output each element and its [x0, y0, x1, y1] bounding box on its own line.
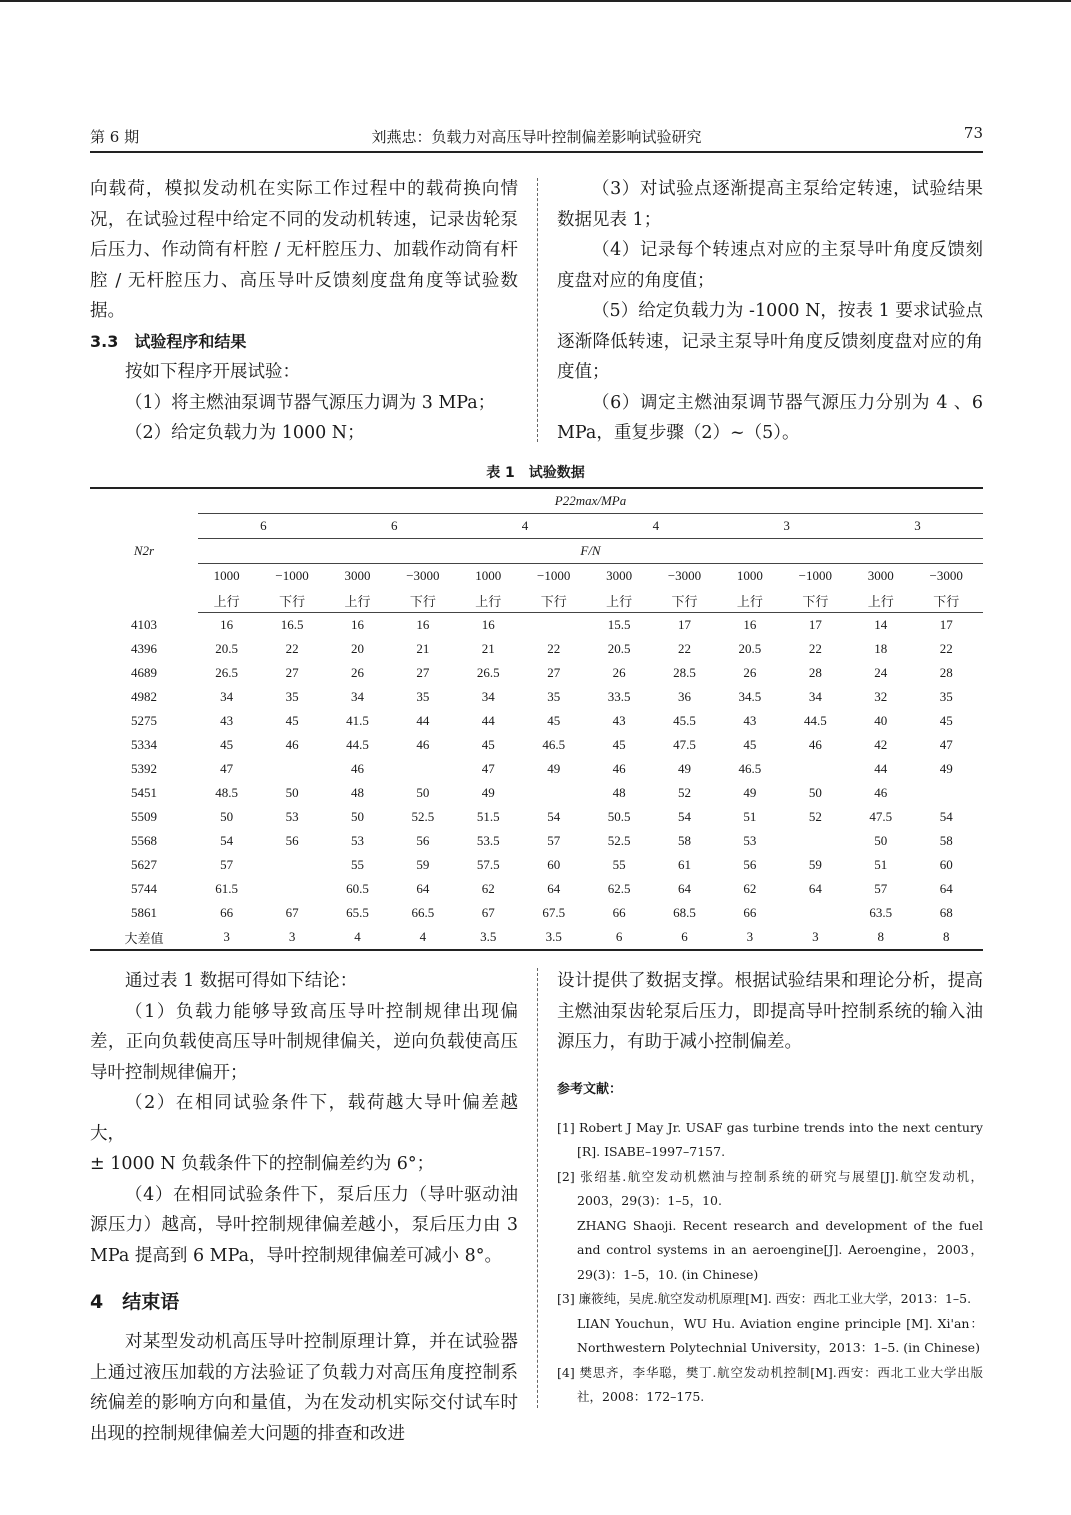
speed-cell: 5275 — [131, 713, 157, 728]
angle-cell: 53 — [743, 833, 757, 848]
angle-cell: 34 — [350, 689, 364, 704]
direction-cell: 下行 — [386, 588, 459, 613]
table-row — [90, 925, 983, 950]
speed-cell: 5451 — [131, 785, 157, 800]
angle-cell: 20 — [350, 641, 364, 656]
column-divider — [537, 968, 538, 1408]
procedure-step: （5）给定负载力为 -1000 N，按表 1 要求试验点逐渐降低转速，记录主泵导叶角度反馈刻度盘对应的角度值； — [557, 301, 983, 382]
angle-cell: 60.5 — [346, 881, 369, 896]
conclusion-item: （2）在相同试验条件下，载荷越大导叶偏差越大， — [90, 1093, 518, 1144]
angle-cell: 16 — [743, 617, 757, 632]
angle-cell: 21 — [481, 641, 495, 656]
angle-cell: 41.5 — [346, 713, 369, 728]
paragraph: 通过表 1 数据可得如下结论： — [125, 971, 358, 991]
angle-cell — [779, 829, 852, 853]
pressure-header — [198, 488, 983, 514]
procedure-step: （2）给定负载力为 1000 N； — [125, 423, 365, 443]
angle-cell: 48.5 — [215, 785, 239, 800]
section-heading-3-3: 3.3 试验程序和结果 — [90, 331, 247, 351]
direction-cell: 上行 — [590, 588, 647, 613]
right-column-bottom — [557, 966, 983, 1410]
pressure-cell: 6 — [198, 514, 329, 539]
angle-cell: 58 — [939, 833, 953, 848]
angle-cell: 45 — [481, 737, 495, 752]
angle-cell: 3.5 — [517, 925, 590, 950]
angle-cell: 15.5 — [607, 617, 631, 632]
speed-cell: 5509 — [131, 809, 157, 824]
references-heading: 参考文献： — [557, 1081, 623, 1097]
top-border-rule — [0, 0, 1071, 2]
reference-item: [2] 张绍基.航空发动机燃油与控制系统的研究与展望[J].航空发动机，2003，29(3)：1–5，10. — [557, 1168, 983, 1208]
angle-cell: 47 — [939, 737, 953, 752]
table-caption: 表 1 试验数据 — [486, 465, 585, 481]
angle-cell: 45 — [612, 737, 626, 752]
angle-cell: 48 — [350, 785, 364, 800]
angle-cell: 54 — [547, 809, 561, 824]
angle-cell: 57.5 — [476, 857, 500, 872]
angle-cell: 67.5 — [542, 905, 566, 920]
left-column-top — [90, 174, 518, 449]
procedure-step: （3）对试验点逐渐提高主泵给定转速，试验结果数据见表 1； — [557, 179, 983, 230]
paragraph: 向载荷，模拟发动机在实际工作过程中的载荷换向情况，在试验过程中给定不同的发动机转速，记录齿轮泵后压力、作动筒有杆腔 / 无杆腔压力、加载作动筒有杆腔 / 无杆腔压力、高压导叶反馈刻度盘角度等试验数据。 — [90, 179, 518, 321]
speed-cell: 5568 — [131, 833, 157, 848]
speed-cell: 4982 — [131, 689, 157, 704]
table-row — [90, 613, 983, 638]
angle-cell: 51.5 — [476, 809, 500, 824]
angle-cell: 50 — [220, 809, 234, 824]
angle-cell: 50.5 — [607, 809, 631, 824]
angle-cell: 6 — [590, 925, 647, 950]
load-cell: −1000 — [537, 568, 571, 583]
conclusion-item: （4）在相同试验条件下，泵后压力（导叶驱动油源压力）越高，导叶控制规律偏差越小，泵后压力由 3 MPa 提高到 6 MPa，导叶控制规律偏差可减小 8°。 — [90, 1184, 518, 1266]
angle-cell: 67 — [285, 905, 299, 920]
angle-cell: 44.5 — [346, 737, 369, 752]
angle-cell: 52.5 — [607, 833, 631, 848]
right-column-top — [557, 174, 983, 449]
angle-cell: 22 — [547, 641, 561, 656]
angle-cell: 49 — [547, 761, 561, 776]
angle-cell: 26.5 — [215, 665, 239, 680]
angle-cell — [517, 613, 590, 638]
angle-cell: 43 — [743, 713, 757, 728]
direction-cell: 下行 — [517, 588, 590, 613]
angle-cell: 32 — [874, 689, 888, 704]
angle-cell: 26.5 — [476, 665, 500, 680]
angle-cell: 3 — [198, 925, 255, 950]
angle-cell: 34 — [481, 689, 495, 704]
load-cell: −1000 — [798, 568, 832, 583]
angle-cell: 62 — [743, 881, 757, 896]
angle-cell: 22 — [939, 641, 953, 656]
angle-cell: 50 — [350, 809, 364, 824]
speed-cell: 4689 — [131, 665, 157, 680]
angle-cell: 68 — [939, 905, 953, 920]
angle-cell: 16 — [481, 617, 495, 632]
angle-cell — [255, 877, 328, 901]
speed-cell: 5744 — [131, 881, 157, 896]
angle-cell: 60 — [547, 857, 561, 872]
angle-cell: 54 — [678, 809, 691, 824]
angle-cell: 35 — [939, 689, 953, 704]
angle-cell: 64 — [678, 881, 691, 896]
angle-cell: 49 — [743, 785, 757, 800]
angle-cell: 55 — [350, 857, 364, 872]
pressure-cell: 3 — [852, 514, 983, 539]
table-row — [90, 853, 983, 877]
angle-cell: 52 — [808, 809, 822, 824]
angle-cell: 34.5 — [738, 689, 762, 704]
direction-cell: 上行 — [460, 588, 517, 613]
angle-cell: 26 — [612, 665, 626, 680]
angle-cell: 20.5 — [215, 641, 239, 656]
angle-cell: 51 — [874, 857, 888, 872]
angle-cell: 67 — [481, 905, 495, 920]
angle-cell: 53 — [285, 809, 299, 824]
angle-cell: 56 — [285, 833, 299, 848]
reference-item: [3] 廉筱纯，吴虎.航空发动机原理[M]. 西安：西北工业大学，2013：1–5. — [557, 1291, 972, 1306]
angle-cell: 56 — [743, 857, 757, 872]
angle-cell: 26 — [743, 665, 757, 680]
angle-cell: 20.5 — [607, 641, 631, 656]
speed-cell: 5334 — [131, 737, 157, 752]
table-row — [90, 637, 983, 661]
angle-cell: 46.5 — [542, 737, 566, 752]
angle-cell: 4 — [386, 925, 459, 950]
direction-cell: 下行 — [909, 588, 983, 613]
angle-cell: 57 — [547, 833, 561, 848]
angle-cell: 45.5 — [673, 713, 696, 728]
angle-cell: 44 — [416, 713, 430, 728]
angle-cell: 66.5 — [411, 905, 435, 920]
angle-cell: 64 — [547, 881, 561, 896]
direction-cell: 下行 — [255, 588, 328, 613]
angle-cell: 52 — [678, 785, 691, 800]
load-cell: 1000 — [475, 568, 502, 583]
angle-cell: 59 — [808, 857, 822, 872]
angle-cell: 47 — [220, 761, 234, 776]
table-row — [90, 829, 983, 853]
angle-cell: 51 — [743, 809, 757, 824]
angle-cell: 16 — [350, 617, 364, 632]
angle-cell: 17 — [939, 617, 953, 632]
angle-cell: 16 — [416, 617, 430, 632]
load-cell: 3000 — [606, 568, 633, 583]
angle-cell: 17 — [808, 617, 822, 632]
angle-cell — [779, 901, 852, 925]
table-row — [90, 733, 983, 757]
angle-cell: 48 — [612, 785, 626, 800]
issue-label: 第 6 期 — [90, 128, 140, 146]
angle-cell: 57 — [874, 881, 888, 896]
angle-cell: 45 — [939, 713, 953, 728]
angle-cell: 46 — [874, 785, 888, 800]
pressure-cell: 4 — [460, 514, 591, 539]
angle-cell: 24 — [874, 665, 888, 680]
reference-item: [4] 樊思齐，李华聪，樊丁.航空发动机控制[M].西安：西北工业大学出版社，2008：172–175. — [557, 1364, 983, 1404]
table-row — [90, 805, 983, 829]
angle-cell — [517, 781, 590, 805]
angle-cell: 46 — [808, 737, 822, 752]
direction-cell: 下行 — [648, 588, 721, 613]
angle-cell: 35 — [285, 689, 299, 704]
angle-cell — [255, 853, 328, 877]
angle-cell: 3 — [255, 925, 328, 950]
angle-cell: 33.5 — [607, 689, 631, 704]
load-cell: −1000 — [275, 568, 309, 583]
angle-cell: 8 — [909, 925, 983, 950]
angle-cell: 27 — [416, 665, 430, 680]
speed-cell: 4103 — [131, 616, 157, 632]
angle-cell: 52.5 — [411, 809, 435, 824]
angle-cell: 46 — [416, 737, 430, 752]
load-cell: 1000 — [213, 568, 240, 583]
angle-cell: 66 — [220, 905, 234, 920]
direction-cell: 上行 — [329, 588, 386, 613]
direction-cell: 上行 — [198, 588, 255, 613]
angle-cell: 45 — [285, 713, 299, 728]
angle-cell: 49 — [939, 761, 953, 776]
angle-cell: 3 — [779, 925, 852, 950]
reference-item-en: LIAN Youchun，WU Hu. Aviation engine principle [M]. Xi'an：Northwestern Polytechnial University，2013：1–5. (in Chinese) — [577, 1315, 983, 1355]
angle-cell: 50 — [285, 785, 299, 800]
row-header-n2r — [90, 488, 198, 613]
angle-cell: 46 — [612, 761, 626, 776]
force-header — [198, 539, 983, 564]
load-cell: 3000 — [344, 568, 371, 583]
force-label: F/N — [580, 543, 601, 558]
angle-cell: 46 — [285, 737, 299, 752]
angle-cell: 28.5 — [673, 665, 696, 680]
angle-cell: 64 — [939, 881, 953, 896]
angle-cell: 28 — [808, 665, 822, 680]
direction-cell: 下行 — [779, 588, 852, 613]
angle-cell: 22 — [808, 641, 822, 656]
angle-cell: 34 — [220, 689, 234, 704]
angle-cell: 66 — [743, 905, 757, 920]
angle-cell: 17 — [678, 617, 691, 632]
angle-cell: 6 — [648, 925, 721, 950]
load-cell: 3000 — [867, 568, 894, 583]
angle-cell: 14 — [874, 617, 888, 632]
angle-cell: 36 — [678, 689, 691, 704]
speed-cell: 5627 — [131, 857, 157, 872]
angle-cell: 64 — [416, 881, 430, 896]
angle-cell: 57 — [220, 857, 234, 872]
column-divider — [537, 178, 538, 442]
conclusion-item: （1）负载力能够导致高压导叶控制规律出现偏差，正向负载使高压导叶制规律偏关，逆向负载使高压导叶控制规律偏开； — [90, 1001, 518, 1083]
data-table — [90, 487, 983, 951]
angle-cell: 47 — [481, 761, 495, 776]
angle-cell: 49 — [678, 761, 691, 776]
row-header-label: N2r — [133, 542, 155, 558]
load-cell: 1000 — [736, 568, 763, 583]
angle-cell: 28 — [939, 665, 953, 680]
paragraph: 按如下程序开展试验： — [125, 362, 300, 382]
angle-cell: 62 — [481, 881, 495, 896]
angle-cell: 4 — [329, 925, 386, 950]
angle-cell: 27 — [285, 665, 299, 680]
reference-item: [1] Robert J May Jr. USAF gas turbine trends into the next century [R]. ISABE–1997–7157. — [557, 1119, 983, 1159]
pressure-label: P22max/MPa — [554, 493, 627, 508]
table-row — [90, 685, 983, 709]
angle-cell: 50 — [416, 785, 430, 800]
angle-cell: 27 — [547, 665, 561, 680]
angle-cell — [909, 781, 983, 805]
speed-cell: 5861 — [131, 905, 157, 920]
table-row — [90, 877, 983, 901]
speed-cell: 5392 — [131, 761, 157, 776]
reference-item-en: ZHANG Shaoji. Recent research and development of the fuel and control systems in an aeroengine[J]. Aeroengine，2003，29(3)：1–5，10. (in Chinese) — [577, 1217, 983, 1282]
angle-cell: 20.5 — [738, 641, 762, 656]
table-row — [90, 661, 983, 685]
angle-cell: 34 — [808, 689, 822, 704]
angle-cell: 35 — [547, 689, 561, 704]
load-cell: −3000 — [929, 568, 963, 583]
pressure-cell: 6 — [329, 514, 460, 539]
angle-cell: 46 — [350, 761, 364, 776]
angle-cell: 54 — [220, 833, 234, 848]
table-row — [90, 757, 983, 781]
load-cell: −3000 — [667, 568, 702, 583]
running-title: 刘燕忠：负载力对高压导叶控制偏差影响试验研究 — [371, 128, 702, 146]
angle-cell: 43 — [612, 713, 626, 728]
angle-cell: 53 — [350, 833, 364, 848]
angle-cell: 66 — [612, 905, 626, 920]
load-cell: −3000 — [406, 568, 440, 583]
procedure-step: （6）调定主燃油泵调节器气源压力分别为 4 、6 MPa，重复步骤（2）~（5）。 — [557, 392, 983, 443]
angle-cell: 35 — [416, 689, 430, 704]
page-number: 73 — [963, 124, 983, 142]
paragraph: 对某型发动机高压导叶控制原理计算，并在试验器上通过液压加载的方法验证了负载力对高压角度控制系统偏差的影响方向和量值，为在发动机实际交付试车时出现的控制规律偏差大问题的排查和改进 — [90, 1332, 518, 1444]
angle-cell: 16.5 — [280, 617, 304, 632]
angle-cell: 40 — [874, 713, 888, 728]
angle-cell: 45 — [220, 737, 234, 752]
direction-cell: 上行 — [721, 588, 778, 613]
angle-cell: 22 — [678, 641, 691, 656]
speed-cell: 大差值 — [90, 925, 198, 950]
angle-cell: 55 — [612, 857, 626, 872]
angle-cell: 44 — [481, 713, 495, 728]
angle-cell: 59 — [416, 857, 430, 872]
section-heading-4: 4 结束语 — [90, 1291, 180, 1313]
table-row — [90, 901, 983, 925]
angle-cell: 45 — [743, 737, 757, 752]
angle-cell — [255, 757, 328, 781]
procedure-step: （4）记录每个转速点对应的主泵导叶角度反馈刻度盘对应的角度值； — [557, 240, 983, 291]
pressure-cell: 3 — [721, 514, 852, 539]
table-row — [90, 781, 983, 805]
angle-cell: 46.5 — [738, 761, 762, 776]
angle-cell: 60 — [939, 857, 953, 872]
table-row — [90, 709, 983, 733]
angle-cell: 16 — [220, 617, 234, 632]
angle-cell: 50 — [874, 833, 888, 848]
angle-cell: 22 — [285, 641, 299, 656]
angle-cell: 47.5 — [673, 737, 696, 752]
angle-cell: 64 — [808, 881, 822, 896]
angle-cell: 53.5 — [476, 833, 500, 848]
angle-cell: 50 — [808, 785, 822, 800]
paragraph: 设计提供了数据支撑。根据试验结果和理论分析，提高主燃油泵齿轮泵后压力，即提高导叶控制系统的输入油源压力，有助于减小控制偏差。 — [557, 971, 983, 1052]
angle-cell: 58 — [678, 833, 691, 848]
angle-cell: 61.5 — [215, 881, 239, 896]
angle-cell: 26 — [350, 665, 364, 680]
pressure-cell: 4 — [590, 514, 721, 539]
page-header — [90, 124, 983, 150]
angle-cell: 62.5 — [607, 881, 631, 896]
angle-cell: 47.5 — [869, 809, 893, 824]
angle-cell: 45 — [547, 713, 561, 728]
angle-cell: 3.5 — [460, 925, 517, 950]
angle-cell: 8 — [852, 925, 909, 950]
speed-cell: 4396 — [131, 641, 157, 656]
procedure-step: （1）将主燃油泵调节器气源压力调为 3 MPa； — [125, 392, 496, 413]
angle-cell: 63.5 — [869, 905, 893, 920]
angle-cell: 3 — [721, 925, 778, 950]
angle-cell: 18 — [874, 641, 888, 656]
angle-cell — [386, 757, 459, 781]
angle-cell: 21 — [416, 641, 430, 656]
angle-cell — [779, 757, 852, 781]
conclusion-item-cont: ± 1000 N 负载条件下的控制偏差约为 6°； — [90, 1154, 435, 1174]
angle-cell: 65.5 — [346, 905, 369, 920]
angle-cell: 68.5 — [673, 905, 696, 920]
header-rule — [90, 151, 983, 153]
angle-cell: 44 — [874, 761, 888, 776]
direction-cell: 上行 — [852, 588, 909, 613]
angle-cell: 44.5 — [803, 713, 827, 728]
angle-cell: 61 — [678, 857, 691, 872]
left-column-bottom — [90, 966, 518, 1449]
angle-cell: 56 — [416, 833, 430, 848]
angle-cell: 54 — [939, 809, 953, 824]
angle-cell: 43 — [220, 713, 234, 728]
angle-cell: 42 — [874, 737, 888, 752]
angle-cell: 49 — [481, 785, 495, 800]
